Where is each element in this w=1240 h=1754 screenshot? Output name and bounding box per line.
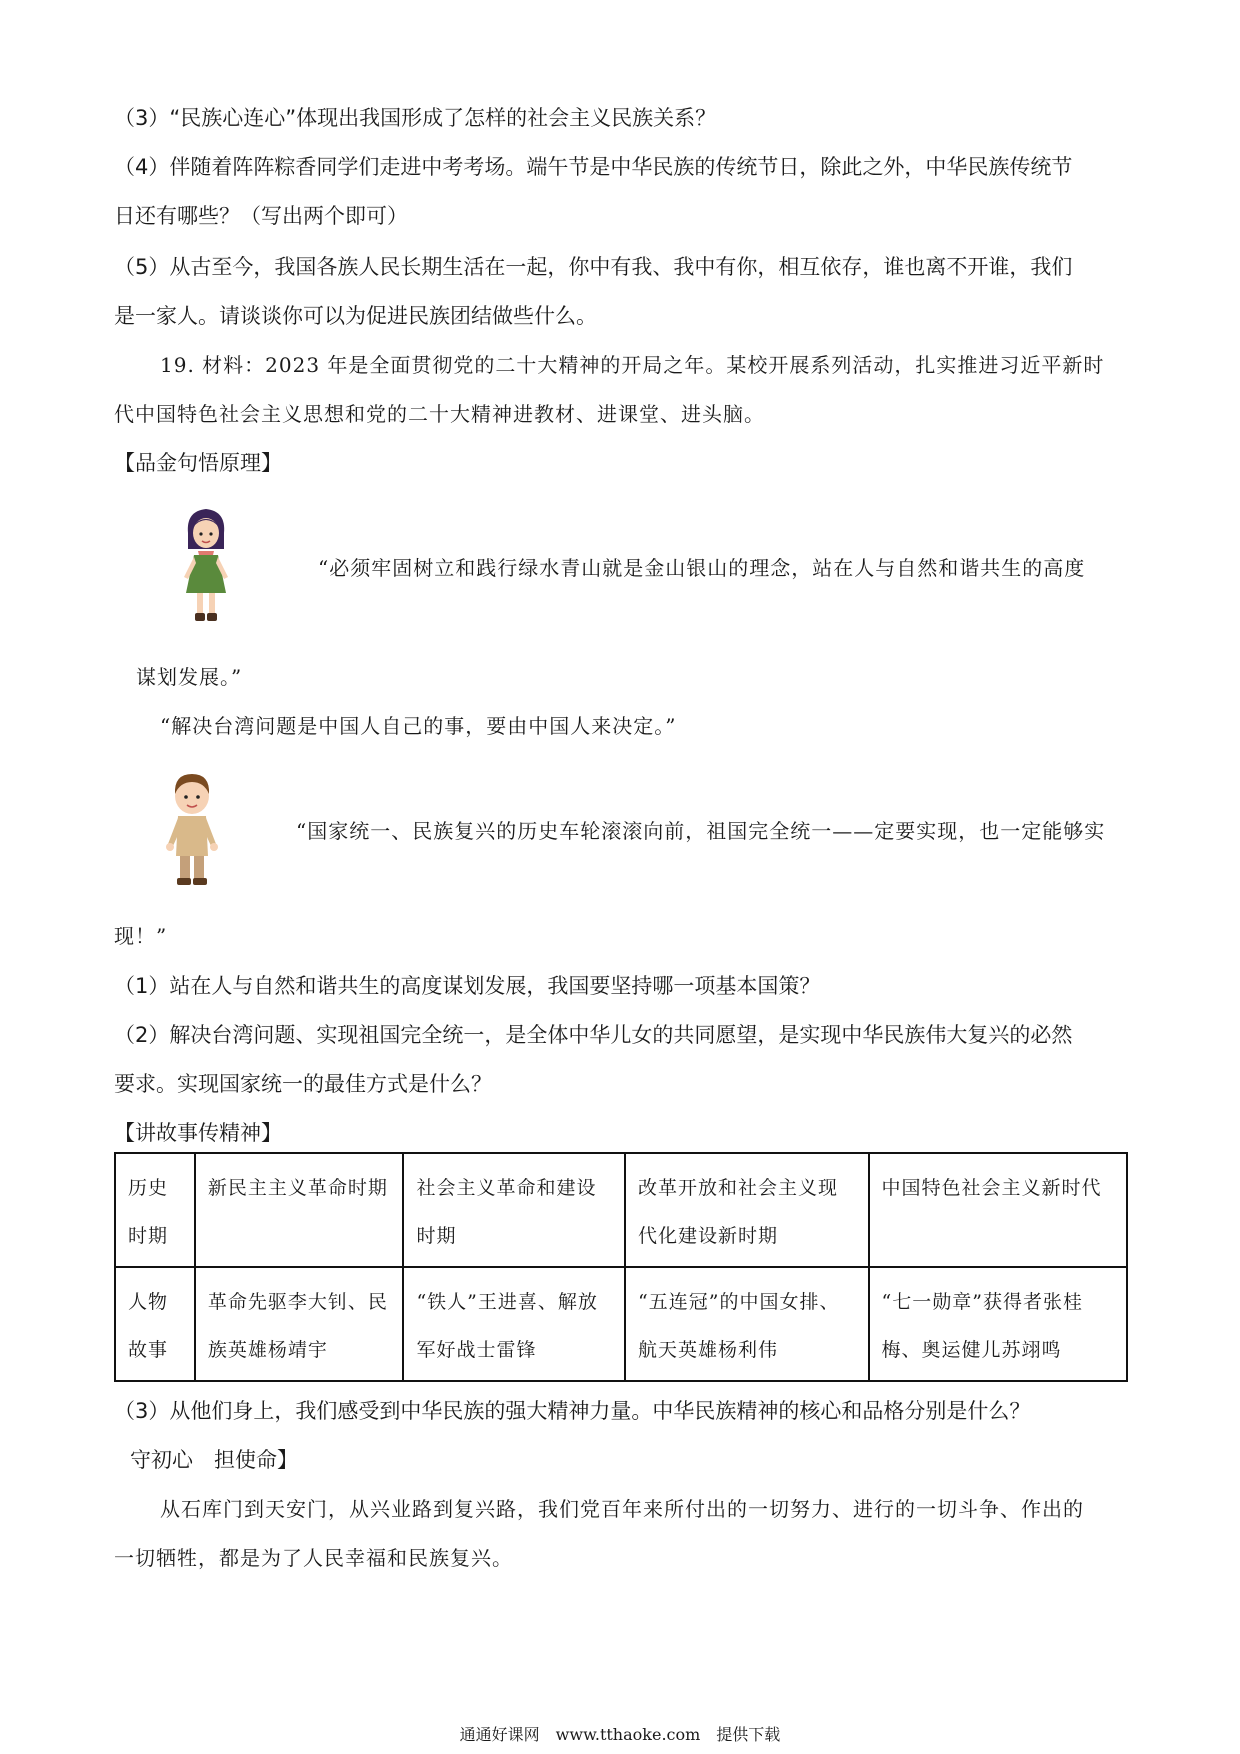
table-cell: “七一勋章”获得者张桂梅、奥运健儿苏翊鸣 [869,1267,1127,1381]
table-cell: 革命先驱李大钊、民族英雄杨靖宇 [195,1267,404,1381]
question-3: （3）“民族心连心”体现出我国形成了怎样的社会主义民族关系？ [114,106,717,130]
table-cell: 中国特色社会主义新时代 [869,1153,1127,1267]
q19-material-line2: 代中国特色社会主义思想和党的二十大精神进教材、进课堂、进头脑。 [114,402,765,426]
sub-question-2-line2: 要求。实现国家统一的最佳方式是什么？ [114,1072,492,1096]
sub-question-2-line1: （2）解决台湾问题、实现祖国完全统一，是全体中华儿女的共同愿望，是实现中华民族伟大复兴的必然 [114,1023,1073,1047]
quote-3-line1: “国家统一、民族复兴的历史车轮滚滚向前，祖国完全统一——定要实现，也一定能够实 [296,819,1106,843]
table-cell: 社会主义革命和建设时期 [403,1153,625,1267]
quote-2: “解决台湾问题是中国人自己的事，要由中国人来决定。” [160,714,677,738]
question-4-line1: （4）伴随着阵阵粽香同学们走进中考考场。端午节是中华民族的传统节日，除此之外，中华民族传统节 [114,155,1073,179]
q19-material-line1: 19. 材料：2023 年是全面贯彻党的二十大精神的开局之年。某校开展系列活动，扎实推进习近平新时 [160,353,1105,377]
question-5-line2: 是一家人。请谈谈你可以为促进民族团结做些什么。 [114,304,597,328]
table-cell: “铁人”王进喜、解放军好战士雷锋 [403,1267,625,1381]
sub-question-1: （1）站在人与自然和谐共生的高度谋划发展，我国要坚持哪一项基本国策？ [114,974,821,998]
footer-download-note: 通通好课网 www.tthaoke.com 提供下载 [459,1725,781,1744]
question-4-line2: 日还有哪些？（写出两个即可） [114,204,408,228]
section-title-mission: 守初心 担使命】 [130,1448,298,1472]
quote-1-line2: 谋划发展。” [136,665,243,689]
quote-3-line2: 现！” [114,924,168,948]
story-table [114,1152,1128,1382]
table-cell: “五连冠”的中国女排、航天英雄杨利伟 [625,1267,869,1381]
table-cell: 改革开放和社会主义现代化建设新时期 [625,1153,869,1267]
table-row [115,1153,1127,1267]
girl-figure [176,505,236,629]
table-cell: 新民主主义革命时期 [195,1153,404,1267]
quote-1-line1: “必须牢固树立和践行绿水青山就是金山银山的理念，站在人与自然和谐共生的高度 [318,556,1086,580]
sub-question-3: （3）从他们身上，我们感受到中华民族的强大精神力量。中华民族精神的核心和品格分别是什么？ [114,1399,1031,1423]
question-5-line1: （5）从古至今，我国各族人民长期生活在一起，你中有我、我中有你，相互依存，谁也离不开谁，我们 [114,255,1073,279]
section-title-stories: 【讲故事传精神】 [114,1121,282,1145]
paragraph-line1: 从石库门到天安门，从兴业路到复兴路，我们党百年来所付出的一切努力、进行的一切斗争、作出的 [160,1497,1084,1521]
table-row [115,1267,1127,1381]
table-cell: 历史时期 [115,1153,195,1267]
paragraph-line2: 一切牺牲，都是为了人民幸福和民族复兴。 [114,1546,513,1570]
section-title-quotes: 【品金句悟原理】 [114,451,282,475]
boy-figure [160,770,224,892]
table-cell: 人物故事 [115,1267,195,1381]
